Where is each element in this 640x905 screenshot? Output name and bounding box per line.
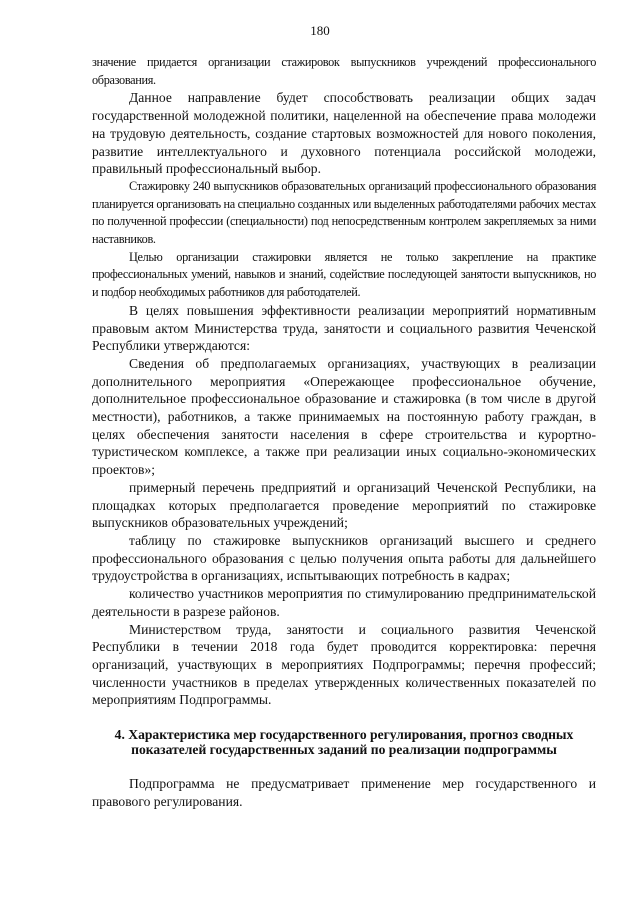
section-heading: 4. Характеристика мер государственного регулирования, прогноз сводных показателей государственных заданий по реализации подпрограммы [114,727,574,758]
paragraph: примерный перечень предприятий и организаций Чеченской Республики, на площадках которых предполагается проведение мероприятий по стажировке выпускников образовательных учреждений; [92,479,596,531]
paragraph: Стажировку 240 выпускников образовательных организаций профессионального образования планируется организовать на специально созданных или выделенных работодателями рабочих местах по полученной профессии (специальности) под непосредственным контролем закрепляемых за ними наставников. [92,178,596,247]
paragraph: Целью организации стажировки является не только закрепление на практике профессиональных умений, навыков и знаний, содействие последующей занятости выпускников, но и подбор необходимых работников для работодателей. [92,249,596,300]
page-content [92,54,596,810]
page-number: 180 [310,23,330,38]
body-text-before [92,54,596,709]
paragraph: таблицу по стажировке выпускников организаций высшего и среднего профессионального образования с целью получения опыта работы для дальнейшего трудоустройства в организациях, испытывающих потребность в кадрах; [92,532,596,584]
paragraph: Подпрограмма не предусматривает применение мер государственного и правового регулирования. [92,776,596,809]
paragraph: Данное направление будет способствовать реализации общих задач государственной молодежной политики, нацеленной на обеспечение права молодежи на трудовую деятельность, создание стартовых возможностей для нового поколения, развитие интеллектуального и духовного потенциала российской молодежи, правильный профессиональный выбор. [92,90,596,177]
paragraph: Министерством труда, занятости и социального развития Чеченской Республики в течении 2018 года будет проводится корректировка: перечня организаций, участвующих в мероприятиях Подпрограммы; перечня профессий; численности участников в пределах утвержденных количественных показателей по мероприятиям Подпрограммы. [92,621,596,708]
body-text-after [92,775,596,810]
paragraph: Сведения об предполагаемых организациях, участвующих в реализации дополнительного мероприятия «Опережающее профессиональное обучение, дополнительное профессиональное образование и стажировка (в том числе в другой местности), работников, а также принимаемых на постоянную работу граждан, в целях обеспечения занятости населения в сфере строительства и курортно-туристическом комплексе, а также при реализации иных социально-экономических проектов»; [92,355,596,478]
paragraph: В целях повышения эффективности реализации мероприятий нормативным правовым актом Министерства труда, занятости и социального развития Чеченской Республики утверждаются: [92,302,596,354]
paragraph: значение придается организации стажировок выпускников учреждений профессионального образования. [92,55,596,87]
paragraph: количество участников мероприятия по стимулированию предпринимательской деятельности в разрезе районов. [92,586,596,619]
